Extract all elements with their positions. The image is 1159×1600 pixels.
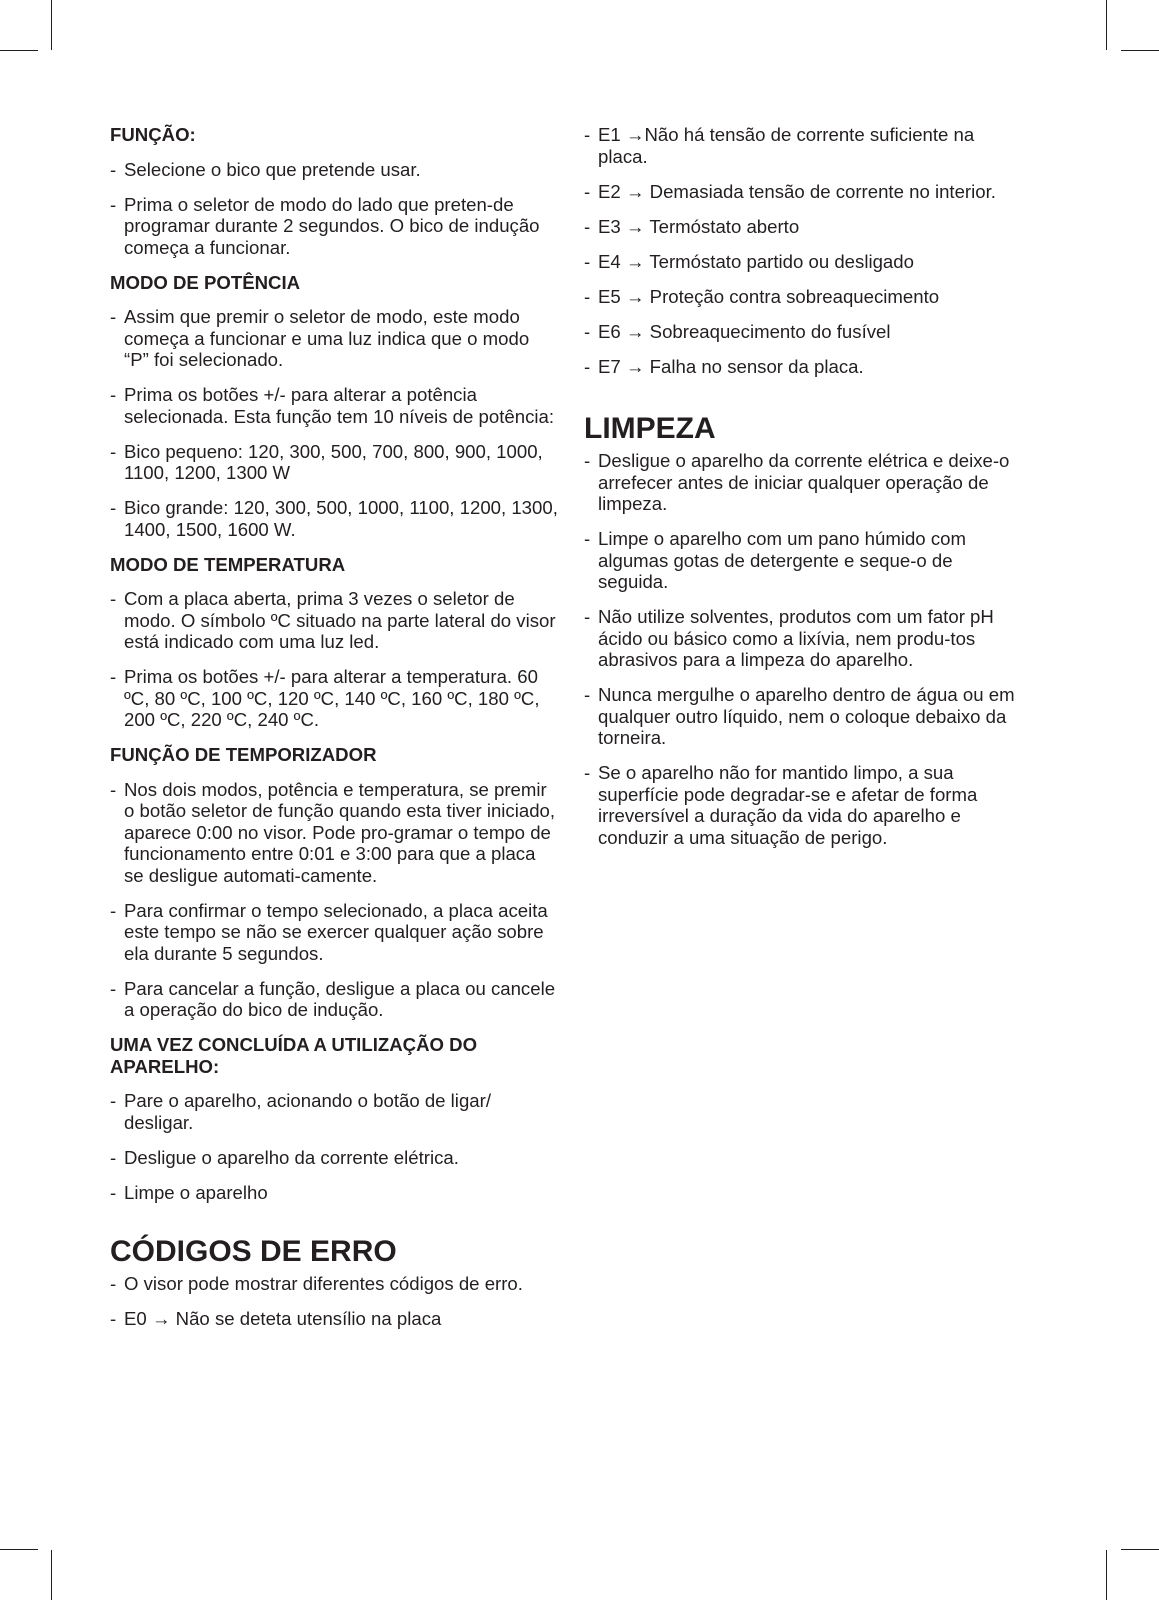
list-item: - Assim que premir o seletor de modo, este modo começa a funcionar e uma luz indica que o modo “P” foi selecionado. [110, 306, 558, 371]
list-item: - Prima os botões +/- para alterar a temperatura. 60 ºC, 80 ºC, 100 ºC, 120 ºC, 140 ºC, 160 ºC, 180 ºC, 200 ºC, 220 ºC, 240 ºC. [110, 666, 558, 731]
cleaning-title: LIMPEZA [584, 412, 716, 445]
bullet-list [584, 450, 1024, 848]
list-item: - Desligue o aparelho da corrente elétrica e deixe-o arrefecer antes de iniciar qualquer operação de limpeza. [584, 450, 1024, 515]
list-item: - Limpe o aparelho [110, 1182, 558, 1204]
bullet-list [110, 588, 558, 731]
error-code-item: - E5 → Proteção contra sobreaquecimento [584, 286, 1024, 308]
bullet-list [110, 779, 558, 1021]
list-item: - O visor pode mostrar diferentes códigos de erro. [110, 1273, 558, 1295]
bullet-list [110, 1273, 558, 1330]
right-column [584, 124, 1024, 862]
error-code-item: - E7 → Falha no sensor da placa. [584, 356, 1024, 378]
list-item: - Prima os botões +/- para alterar a potência selecionada. Esta função tem 10 níveis de potência: [110, 384, 558, 427]
list-item: - Para cancelar a função, desligue a placa ou cancele a operação do bico de indução. [110, 978, 558, 1021]
list-item: - Para confirmar o tempo selecionado, a placa aceita este tempo se não se exercer qualquer ação sobre ela durante 5 segundos. [110, 900, 558, 965]
crop-mark-top-left-vertical [51, 0, 52, 50]
crop-mark-top-right-vertical [1106, 0, 1107, 50]
list-item: - Prima o seletor de modo do lado que preten-de programar durante 2 segundos. O bico de indução começa a funcionar. [110, 194, 558, 259]
list-item: - Não utilize solventes, produtos com um fator pH ácido ou básico como a lixívia, nem produ-tos abrasivos para a limpeza do aparelho. [584, 606, 1024, 671]
left-column [110, 124, 558, 1343]
error-codes-title: CÓDIGOS DE ERRO [110, 1235, 397, 1268]
section-limpeza [584, 413, 1024, 848]
crop-mark-bottom-left-vertical [51, 1550, 52, 1600]
list-item: - Com a placa aberta, prima 3 vezes o seletor de modo. O símbolo ºC situado na parte lateral do visor está indicado com uma luz led. [110, 588, 558, 653]
list-item: - Nos dois modos, potência e temperatura, se premir o botão seletor de função quando esta tiver iniciado, aparece 0:00 no visor. Pode pro-gramar o tempo de funcionamento entre 0:01 e 3:00 para que a placa se desligue automati-camente. [110, 779, 558, 887]
crop-mark-bottom-right-horizontal [1121, 1549, 1159, 1550]
list-item: - Se o aparelho não for mantido limpo, a sua superfície pode degradar-se e afetar de forma irreversível a duração da vida do aparelho e conduzir a uma situação de perigo. [584, 762, 1024, 848]
section-temporizador [110, 744, 558, 1021]
list-item: - Limpe o aparelho com um pano húmido com algumas gotas de detergente e seque-o de seguida. [584, 528, 1024, 593]
section-modo-temperatura [110, 554, 558, 731]
bullet-list [110, 159, 558, 259]
section-modo-potencia [110, 272, 558, 541]
section-heading: MODO DE POTÊNCIA [110, 271, 301, 293]
section-heading: FUNÇÃO: [110, 124, 196, 145]
crop-mark-top-left-horizontal [0, 50, 38, 51]
section-heading: MODO DE TEMPERATURA [110, 553, 346, 575]
crop-mark-bottom-right-vertical [1106, 1550, 1107, 1600]
list-item: - Nunca mergulhe o aparelho dentro de água ou em qualquer outro líquido, nem o coloque debaixo da torneira. [584, 684, 1024, 749]
error-code-item: - E4 → Termóstato partido ou desligado [584, 251, 1024, 273]
bullet-list [110, 306, 558, 540]
bullet-list [110, 1090, 558, 1203]
section-funcao [110, 124, 558, 258]
list-item: - Desligue o aparelho da corrente elétrica. [110, 1147, 558, 1169]
crop-mark-top-right-horizontal [1121, 50, 1159, 51]
error-code-item: - E1 →Não há tensão de corrente suficiente na placa. [584, 124, 1024, 167]
error-code-item: - E3 → Termóstato aberto [584, 216, 1024, 238]
list-item: - Selecione o bico que pretende usar. [110, 159, 558, 181]
error-code-list [584, 124, 1024, 377]
list-item: - Bico grande: 120, 300, 500, 1000, 1100, 1200, 1300, 1400, 1500, 1600 W. [110, 497, 558, 540]
error-code-item: - E2 → Demasiada tensão de corrente no interior. [584, 181, 1024, 203]
section-utilizacao-concluida [110, 1034, 558, 1203]
list-item: - E0 → Não se deteta utensílio na placa [110, 1308, 558, 1330]
section-heading: FUNÇÃO DE TEMPORIZADOR [110, 744, 377, 765]
section-heading: UMA VEZ CONCLUÍDA A UTILIZAÇÃO DO APARELHO: [110, 1034, 478, 1077]
list-item: - Bico pequeno: 120, 300, 500, 700, 800, 900, 1000, 1100, 1200, 1300 W [110, 441, 558, 484]
list-item: - Pare o aparelho, acionando o botão de ligar/ desligar. [110, 1090, 558, 1133]
section-codigos-erro [110, 1236, 558, 1330]
error-code-item: - E6 → Sobreaquecimento do fusível [584, 321, 1024, 343]
crop-mark-bottom-left-horizontal [0, 1549, 38, 1550]
